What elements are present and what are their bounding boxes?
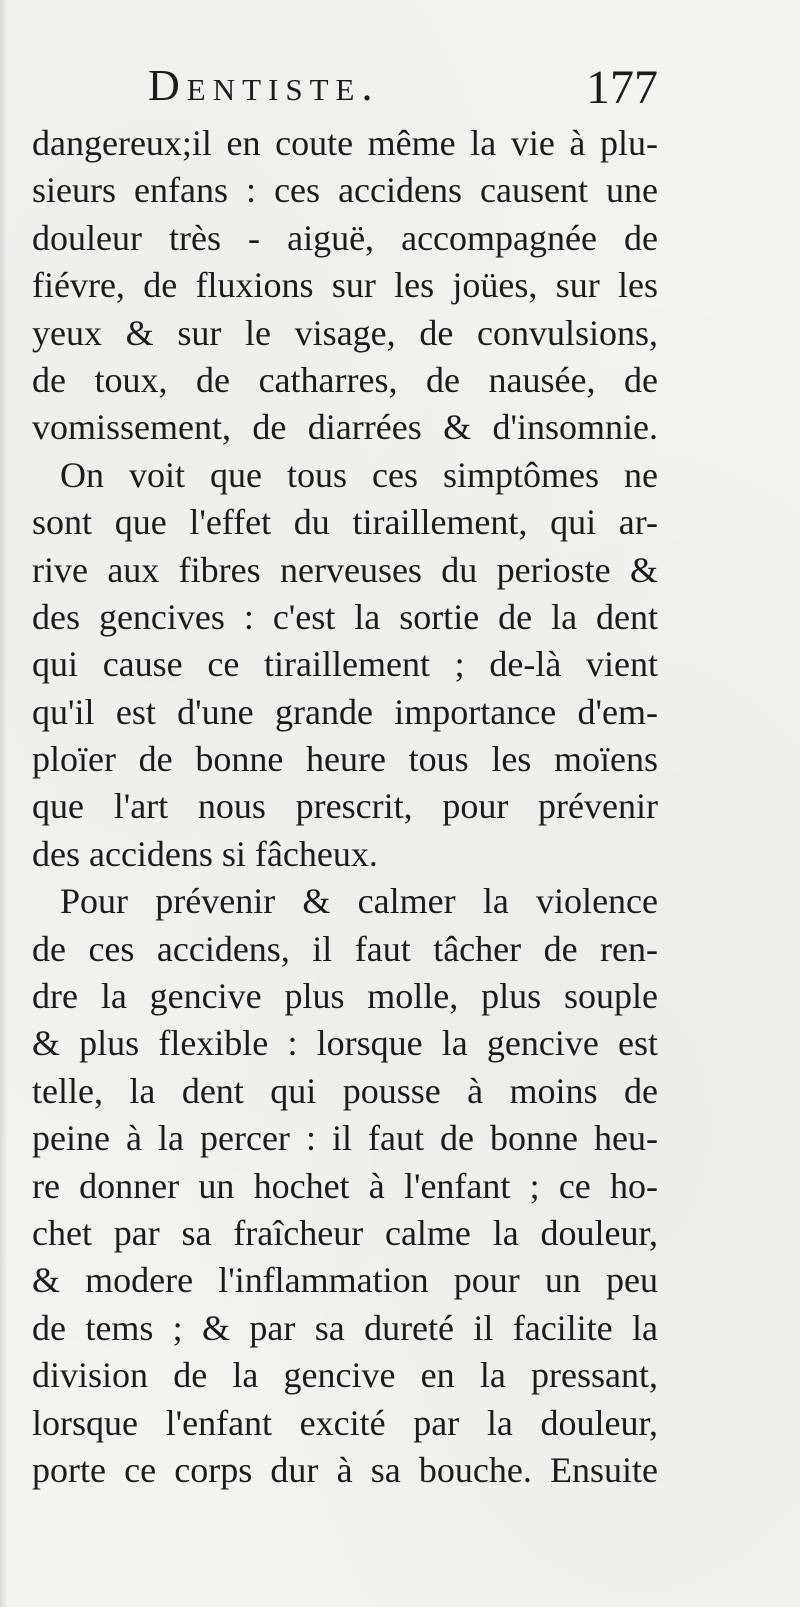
text-line: fiévre, de fluxions sur les joües, sur les — [32, 265, 658, 306]
page-gutter-shadow — [0, 0, 8, 1607]
page-number: 177 — [586, 61, 658, 114]
text-line: & modere l'inflammation pour un peu — [32, 1260, 658, 1301]
text-line: re donner un hochet à l'enfant ; ce ho- — [32, 1165, 658, 1206]
text-line: ploïer de bonne heure tous les moïens — [32, 739, 658, 780]
text-line: des gencives : c'est la sortie de la dent — [32, 596, 658, 637]
text-line: Pour prévenir & calmer la violence — [60, 881, 658, 922]
text-line: rive aux fibres nerveuses du perioste & — [32, 549, 658, 590]
text-line: qui cause ce tiraillement ; de-là vient — [32, 644, 658, 685]
text-line: lorsque l'enfant excité par la douleur, — [32, 1402, 658, 1443]
body-text — [32, 120, 658, 1494]
text-line: dre la gencive plus molle, plus souple — [32, 976, 658, 1017]
text-line: yeux & sur le visage, de convulsions, — [32, 312, 658, 353]
text-line: de tems ; & par sa dureté il facilite la — [32, 1307, 658, 1348]
text-line: sont que l'effet du tiraillement, qui ar- — [32, 502, 658, 543]
text-line: douleur très - aiguë, accompagnée de — [32, 217, 658, 258]
page-header — [148, 60, 658, 120]
text-line: de ces accidens, il faut tâcher de ren- — [32, 928, 658, 969]
text-line: peine à la percer : il faut de bonne heu- — [32, 1118, 658, 1159]
text-line: qu'il est d'une grande importance d'em- — [32, 691, 658, 732]
text-line: vomissement, de diarrées & d'insomnie. — [32, 407, 658, 448]
text-line: telle, la dent qui pousse à moins de — [32, 1070, 658, 1111]
text-line: dangereux;il en coute même la vie à plu- — [32, 123, 658, 163]
text-line: chet par sa fraîcheur calme la douleur, — [32, 1212, 658, 1253]
text-line: de toux, de catharres, de nausée, de — [32, 359, 658, 400]
text-line: division de la gencive en la pressant, — [32, 1355, 658, 1396]
text-line: que l'art nous prescrit, pour prévenir — [32, 786, 658, 827]
text-line: sieurs enfans : ces accidens causent une — [32, 170, 658, 211]
text-line: On voit que tous ces simptômes ne — [60, 454, 658, 495]
running-title: Dentiste. — [148, 61, 380, 110]
text-line: porte ce corps dur à sa bouche. Ensuite — [32, 1449, 658, 1490]
text-line: des accidens si fâcheux. — [32, 833, 378, 874]
text-line: & plus flexible : lorsque la gencive est — [32, 1023, 658, 1064]
